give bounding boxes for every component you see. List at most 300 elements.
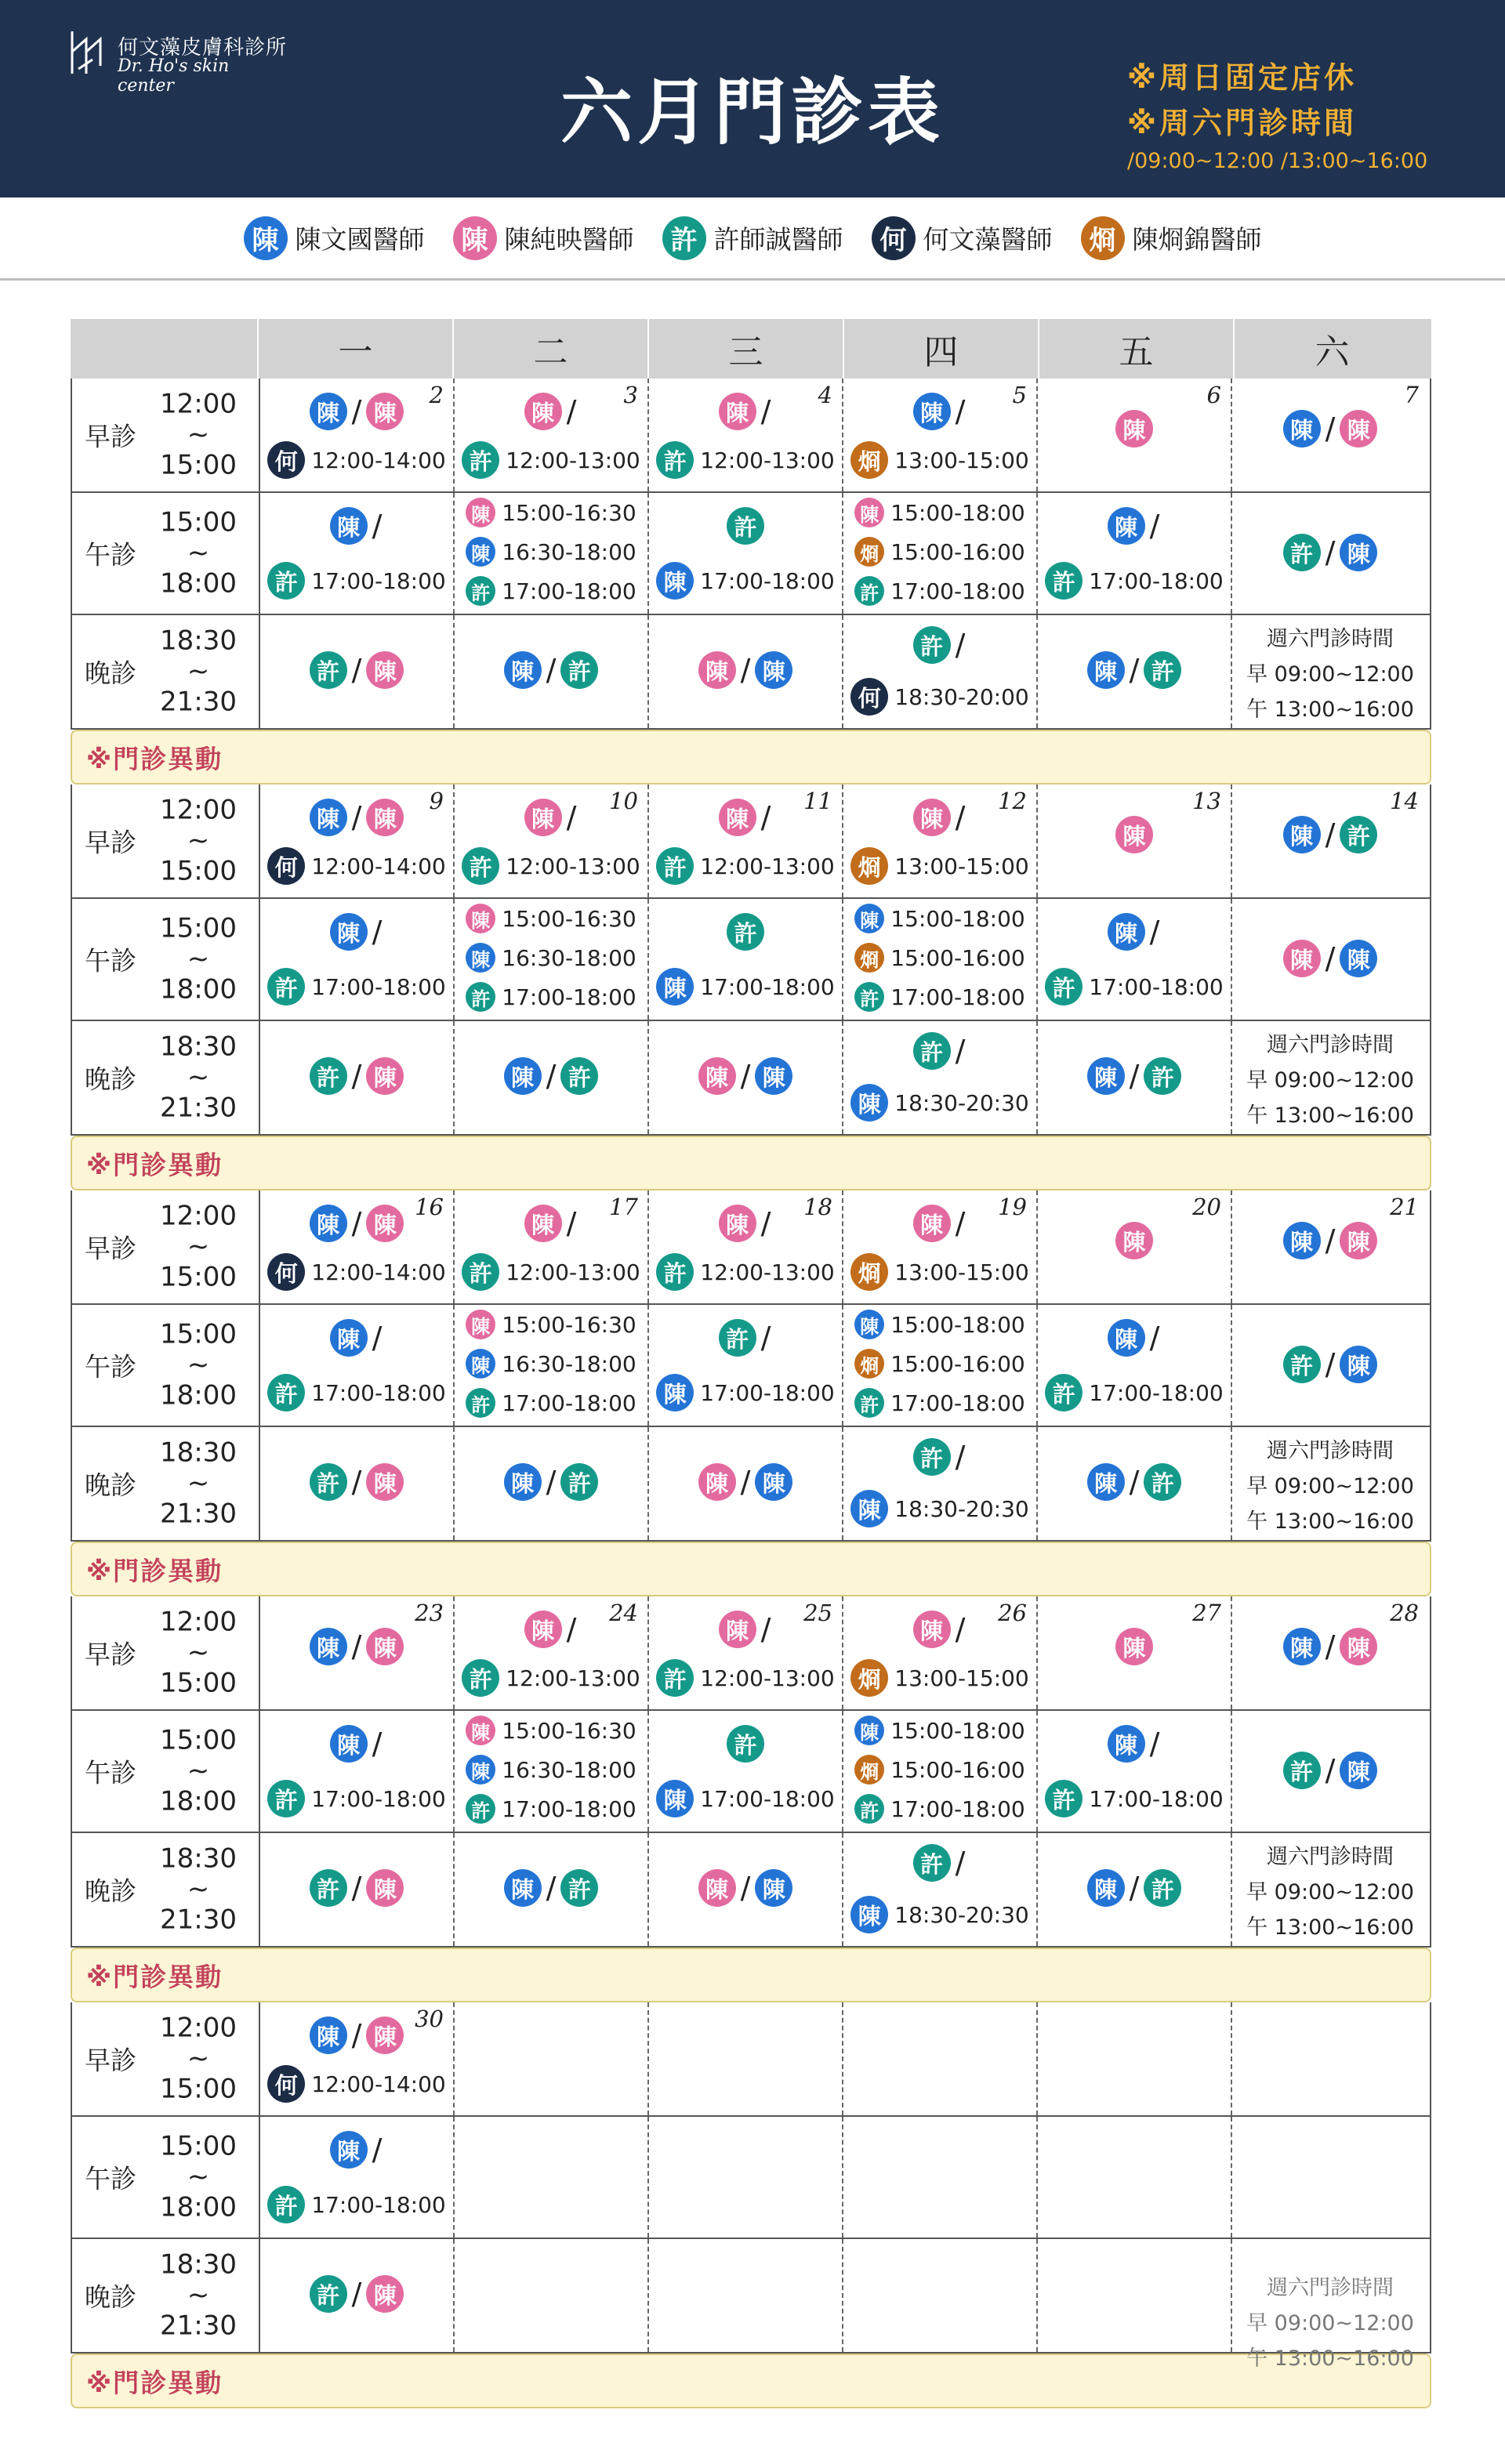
- slot-time: 18:30 ~ 21:30: [160, 625, 237, 718]
- doctor-badge-icon: 陳: [1283, 1628, 1321, 1665]
- schedule-cell: [843, 1190, 1038, 1303]
- page-title: 六月門診表: [560, 71, 945, 154]
- doctor-badge-icon: 陳: [466, 1716, 495, 1745]
- slash: /: [760, 1321, 771, 1355]
- day-number: 27: [1192, 1600, 1221, 1626]
- doctor-badge-icon: 何: [267, 847, 305, 885]
- doctor-badge-icon: 許: [1283, 1346, 1321, 1383]
- doctor-badge-icon: 烱: [850, 847, 888, 885]
- legend-item: [872, 216, 1053, 260]
- doctor-badge-icon: 陳: [504, 1463, 542, 1501]
- doctor-badge-icon: 陳: [366, 1869, 404, 1907]
- saturday-hours-note: 週六門診時間 早 09:00~12:00 午 13:00~16:00: [1246, 627, 1414, 722]
- schedule-cell: [649, 1190, 843, 1303]
- schedule-cell: [1038, 1833, 1232, 1946]
- doctor-badge-icon: 許: [462, 441, 499, 479]
- schedule-cell: [1232, 615, 1428, 728]
- doctor-badge-icon: 許: [719, 1319, 756, 1357]
- slash: /: [1129, 653, 1140, 687]
- weekday-fri: 五: [1039, 319, 1235, 379]
- doctor-badge-icon: 陳: [755, 1463, 792, 1501]
- time-text: 17:00-18:00: [700, 1785, 835, 1812]
- legend-doctor-name: 許師誠醫師: [713, 224, 843, 255]
- slot-label: [72, 899, 260, 1020]
- doctor-badge-icon: 何: [872, 216, 916, 260]
- slash: /: [740, 1871, 751, 1905]
- doctor-badge-icon: 烱: [850, 1659, 888, 1697]
- schedule-cell: [260, 899, 455, 1020]
- legend-item: [244, 216, 425, 260]
- slot-time: 18:30 ~ 21:30: [160, 1437, 237, 1530]
- slot-time: 12:00 ~ 15:00: [160, 1200, 237, 1293]
- slot-time: 15:00 ~ 18:00: [160, 2130, 237, 2223]
- schedule-cell: [260, 615, 455, 728]
- schedule-line: [649, 1057, 842, 1095]
- schedule-line: [1038, 1780, 1231, 1817]
- doctor-badge-icon: 許: [1045, 562, 1083, 600]
- doctor-badge-icon: 許: [656, 441, 694, 479]
- doctor-badge-icon: 何: [267, 441, 305, 479]
- schedule-cell: [843, 2239, 1038, 2352]
- schedule-cell: [1232, 1190, 1428, 1303]
- slash: /: [546, 1465, 557, 1499]
- doctor-badge-icon: 陳: [656, 562, 694, 600]
- slot-name: 午診: [85, 2163, 136, 2194]
- schedule-line: [1038, 1374, 1231, 1411]
- doctor-badge-icon: 陳: [1115, 1628, 1153, 1665]
- schedule-line: [260, 562, 453, 600]
- doctor-badge-icon: 烱: [854, 537, 884, 567]
- slot-row: [71, 1711, 1431, 1833]
- schedule-cell: [1038, 1596, 1232, 1709]
- schedule-line: [455, 1611, 647, 1648]
- time-text: 15:00-18:00: [890, 1311, 1025, 1338]
- time-text: 15:00-16:00: [890, 944, 1025, 971]
- schedule-line: [843, 441, 1036, 479]
- slot-row: [71, 784, 1431, 899]
- schedule-cell: [843, 379, 1038, 491]
- schedule-line: [455, 1869, 647, 1907]
- schedule-cell: [1038, 493, 1232, 614]
- schedule-cell: [649, 1305, 843, 1426]
- schedule-line: [260, 441, 453, 479]
- time-text: 12:00-14:00: [311, 2071, 446, 2097]
- schedule-line: [455, 1253, 647, 1291]
- doctor-badge-icon: 陳: [244, 216, 288, 260]
- schedule-cell: [649, 2002, 843, 2115]
- doctor-badge-icon: 陳: [466, 537, 495, 567]
- doctor-badge-icon: 陳: [466, 1755, 495, 1785]
- doctor-badge-icon: 陳: [719, 799, 756, 836]
- doctor-badge-icon: 陳: [310, 799, 347, 836]
- day-number: 10: [609, 788, 638, 814]
- doctor-badge-icon: 陳: [1087, 1869, 1125, 1907]
- schedule-line: [843, 1611, 1036, 1648]
- schedule-line: [1038, 562, 1231, 600]
- schedule-line: [260, 1780, 453, 1817]
- slash: /: [1325, 1223, 1336, 1258]
- schedule-line: [260, 913, 453, 951]
- weeks-container: [71, 379, 1431, 2408]
- slash: /: [955, 394, 966, 429]
- week-block: [71, 784, 1431, 1190]
- doctor-badge-icon: 陳: [366, 799, 404, 836]
- doctor-badge-icon: 許: [1045, 1374, 1083, 1411]
- schedule-line: [843, 1205, 1036, 1242]
- doctor-badge-icon: 陳: [1115, 816, 1153, 853]
- schedule-line: [455, 1716, 647, 1745]
- day-number: 7: [1404, 382, 1419, 408]
- slot-label: [72, 493, 260, 614]
- time-text: 17:00-18:00: [311, 973, 446, 1000]
- slash: /: [740, 1465, 751, 1499]
- slot-name: 午診: [85, 1757, 136, 1788]
- time-text: 15:00-18:00: [890, 905, 1025, 932]
- time-text: 12:00-13:00: [506, 1665, 640, 1691]
- day-number: 5: [1012, 382, 1027, 408]
- slash: /: [955, 800, 966, 835]
- time-text: 17:00-18:00: [700, 567, 835, 594]
- schedule-cell: [1232, 784, 1428, 897]
- slot-row: [71, 1596, 1431, 1711]
- schedule-cell: [1232, 1305, 1428, 1426]
- schedule-line: [843, 1490, 1036, 1527]
- note-saturday-times: /09:00~12:00 /13:00~16:00: [1127, 149, 1428, 173]
- slot-label: [72, 1305, 260, 1426]
- doctor-badge-icon: 陳: [1283, 410, 1321, 448]
- day-number: 3: [623, 382, 638, 408]
- saturday-hours-note: 週六門診時間 早 09:00~12:00 午 13:00~16:00: [1246, 2276, 1414, 2371]
- doctor-badge-icon: 烱: [850, 1253, 888, 1291]
- schedule-cell: [1038, 379, 1232, 491]
- time-text: 12:00-13:00: [700, 853, 835, 879]
- schedule-line: [455, 847, 647, 885]
- schedule-cell: [260, 2117, 455, 2238]
- legend-doctor-name: 陳烱錦醫師: [1132, 224, 1262, 255]
- day-number: 6: [1206, 382, 1221, 408]
- slot-label: [72, 2239, 260, 2352]
- schedule-cell: [649, 379, 843, 491]
- time-text: 16:30-18:00: [502, 1350, 636, 1377]
- doctor-badge-icon: 許: [656, 1659, 694, 1697]
- slot-label: [72, 784, 260, 897]
- doctor-badge-icon: 陳: [504, 1869, 542, 1907]
- doctor-badge-icon: 烱: [850, 441, 888, 479]
- time-text: 17:00-18:00: [311, 2191, 446, 2218]
- schedule-line: [843, 678, 1036, 716]
- schedule-line: [260, 1057, 453, 1095]
- schedule-line: [843, 537, 1036, 567]
- time-text: 17:00-18:00: [502, 984, 636, 1010]
- slot-name: 晚診: [85, 658, 136, 689]
- slot-label: [72, 1021, 260, 1134]
- doctor-badge-icon: 陳: [466, 498, 495, 527]
- doctor-legend: [0, 197, 1505, 281]
- weekday-header-row: [71, 319, 1431, 379]
- slot-label: [72, 1596, 260, 1709]
- slash: /: [955, 1612, 966, 1647]
- schedule-cell: [1038, 2117, 1232, 2238]
- schedule-cell: [1232, 379, 1428, 491]
- schedule-line: [1038, 913, 1231, 951]
- schedule-cell: [843, 493, 1038, 614]
- doctor-badge-icon: 許: [267, 1780, 305, 1817]
- doctor-badge-icon: 許: [656, 1253, 694, 1291]
- doctor-badge-icon: 陳: [913, 1205, 951, 1242]
- schedule-change-notice: ※門診異動: [71, 1136, 1431, 1190]
- schedule-line: [260, 1253, 453, 1291]
- schedule-line: [649, 393, 842, 430]
- doctor-badge-icon: 許: [854, 1388, 884, 1418]
- schedule-line: [843, 576, 1036, 606]
- doctor-badge-icon: 許: [560, 1057, 598, 1095]
- slot-name: 早診: [85, 1233, 136, 1264]
- slot-label: [72, 1190, 260, 1303]
- doctor-badge-icon: 陳: [466, 943, 495, 973]
- slot-row: [71, 899, 1431, 1021]
- doctor-badge-icon: 何: [267, 2065, 305, 2103]
- doctor-badge-icon: 陳: [698, 651, 736, 689]
- schedule-line: [1232, 410, 1428, 448]
- doctor-badge-icon: 陳: [850, 1084, 888, 1121]
- doctor-badge-icon: 許: [1045, 968, 1083, 1006]
- schedule-line: [843, 1388, 1036, 1418]
- schedule-line: [649, 799, 842, 836]
- time-text: 12:00-13:00: [506, 853, 640, 879]
- schedule-line: [260, 651, 453, 689]
- schedule-line: [260, 2275, 453, 2313]
- slash: /: [955, 1846, 966, 1880]
- schedule-cell: [1038, 1711, 1232, 1832]
- day-number: 24: [609, 1600, 638, 1626]
- schedule-line: [1232, 1628, 1428, 1665]
- slash: /: [546, 1871, 557, 1905]
- schedule-line: [843, 1438, 1036, 1476]
- clinic-name-zh: 何文藻皮膚科診所: [118, 36, 288, 60]
- time-text: 17:00-18:00: [1089, 1379, 1224, 1406]
- doctor-badge-icon: 陳: [504, 651, 542, 689]
- slash: /: [955, 628, 966, 662]
- slot-label: [72, 2117, 260, 2238]
- doctor-badge-icon: 許: [662, 216, 706, 260]
- schedule-cell: [649, 2239, 843, 2352]
- doctor-badge-icon: 許: [727, 507, 764, 545]
- doctor-badge-icon: 陳: [755, 1057, 792, 1095]
- slash: /: [351, 1059, 362, 1093]
- slash: /: [760, 394, 771, 429]
- slot-row: [71, 2239, 1431, 2371]
- time-text: 17:00-18:00: [890, 1390, 1025, 1416]
- slot-time: 18:30 ~ 21:30: [160, 1031, 237, 1124]
- schedule-line: [1038, 1057, 1231, 1095]
- slot-name: 早診: [85, 421, 136, 452]
- slot-label: [72, 1833, 260, 1946]
- doctor-badge-icon: 陳: [466, 904, 495, 933]
- slash: /: [1325, 1347, 1336, 1382]
- slash: /: [351, 1465, 362, 1499]
- slot-row: [71, 379, 1431, 493]
- schedule-line: [843, 1794, 1036, 1824]
- doctor-badge-icon: 陳: [1340, 1752, 1377, 1789]
- doctor-badge-icon: 陳: [330, 2131, 368, 2169]
- schedule-line: [1232, 1346, 1428, 1383]
- schedule-line: [1038, 1725, 1231, 1763]
- time-text: 12:00-13:00: [506, 1259, 640, 1285]
- doctor-badge-icon: 陳: [466, 1349, 495, 1379]
- slot-time: 12:00 ~ 15:00: [160, 388, 237, 481]
- schedule-line: [649, 913, 842, 951]
- slash: /: [1149, 509, 1160, 543]
- time-text: 17:00-18:00: [502, 578, 636, 604]
- schedule-line: [1038, 1628, 1231, 1665]
- schedule-line: [843, 1844, 1036, 1882]
- slash: /: [1129, 1871, 1140, 1905]
- week-block: [71, 1190, 1431, 1596]
- schedule-change-notice: ※門診異動: [71, 2353, 1431, 2408]
- schedule-line: [649, 1780, 842, 1817]
- doctor-badge-icon: 許: [854, 982, 884, 1012]
- day-number: 19: [998, 1194, 1027, 1220]
- schedule-cell: [1038, 1427, 1232, 1540]
- time-text: 15:00-16:30: [502, 499, 636, 526]
- slash: /: [566, 394, 577, 429]
- doctor-badge-icon: 許: [462, 847, 499, 885]
- time-text: 16:30-18:00: [502, 1756, 636, 1783]
- schedule-cell: [455, 2117, 649, 2238]
- time-text: 17:00-18:00: [1089, 567, 1224, 594]
- saturday-hours-note: 週六門診時間 早 09:00~12:00 午 13:00~16:00: [1246, 1845, 1414, 1940]
- schedule-line: [649, 1463, 842, 1501]
- doctor-badge-icon: 陳: [330, 1319, 368, 1357]
- slash: /: [351, 2018, 362, 2053]
- schedule-line: [1232, 1222, 1428, 1259]
- doctor-badge-icon: 陳: [1087, 1057, 1125, 1095]
- time-text: 12:00-13:00: [700, 1259, 835, 1285]
- doctor-badge-icon: 許: [560, 651, 598, 689]
- slot-time: 15:00 ~ 18:00: [160, 912, 237, 1006]
- doctor-badge-icon: 陳: [1340, 410, 1377, 448]
- schedule-cell: [455, 1190, 649, 1303]
- schedule-cell: [649, 493, 843, 614]
- doctor-badge-icon: 許: [462, 1253, 499, 1291]
- slot-time: 12:00 ~ 15:00: [160, 2012, 237, 2105]
- slot-label: [72, 1711, 260, 1832]
- schedule-change-notice: ※門診異動: [71, 1542, 1431, 1596]
- schedule-cell: [260, 379, 455, 491]
- schedule-line: [455, 904, 647, 933]
- doctor-badge-icon: 何: [267, 1253, 305, 1291]
- schedule-cell: [1038, 784, 1232, 897]
- day-number: 13: [1192, 788, 1221, 814]
- doctor-badge-icon: 烱: [854, 1755, 884, 1785]
- doctor-badge-icon: 陳: [719, 393, 756, 430]
- schedule-line: [649, 507, 842, 545]
- note-sunday-closed: ※周日固定店休: [1127, 60, 1357, 95]
- schedule-cell: [260, 784, 455, 897]
- time-text: 17:00-18:00: [1089, 973, 1224, 1000]
- doctor-badge-icon: 許: [560, 1463, 598, 1501]
- schedule-cell: [649, 2117, 843, 2238]
- schedule-cell: [649, 1596, 843, 1709]
- schedule-cell: [455, 1833, 649, 1946]
- legend-doctor-name: 何文藻醫師: [923, 224, 1053, 255]
- doctor-badge-icon: 許: [1340, 816, 1377, 853]
- schedule-line: [649, 968, 842, 1006]
- schedule-line: [260, 1725, 453, 1763]
- schedule-cell: [1038, 1190, 1232, 1303]
- slash: /: [566, 1612, 577, 1647]
- schedule-grid: [71, 319, 1431, 2408]
- doctor-badge-icon: 陳: [1108, 507, 1145, 545]
- schedule-line: [455, 537, 647, 567]
- schedule-line: [455, 1794, 647, 1824]
- slash: /: [740, 1059, 751, 1093]
- slot-row: [71, 1305, 1431, 1427]
- schedule-line: [1232, 940, 1428, 977]
- slash: /: [760, 1206, 771, 1241]
- slash: /: [372, 2132, 383, 2167]
- schedule-line: [649, 1659, 842, 1697]
- doctor-badge-icon: 陳: [310, 2016, 347, 2054]
- schedule-cell: [843, 615, 1038, 728]
- time-text: 13:00-15:00: [894, 447, 1029, 473]
- time-text: 18:30-20:00: [894, 683, 1029, 710]
- time-text: 12:00-13:00: [700, 447, 835, 473]
- schedule-cell: [455, 615, 649, 728]
- time-text: 16:30-18:00: [502, 944, 636, 971]
- time-text: 12:00-14:00: [311, 1259, 446, 1285]
- schedule-cell: [455, 1596, 649, 1709]
- day-number: 9: [429, 788, 444, 814]
- schedule-line: [260, 847, 453, 885]
- slot-time: 18:30 ~ 21:30: [160, 1843, 237, 1936]
- legend-doctor-name: 陳純映醫師: [504, 224, 634, 255]
- schedule-cell: [455, 493, 649, 614]
- schedule-line: [649, 847, 842, 885]
- schedule-cell: [649, 1833, 843, 1946]
- time-text: 17:00-18:00: [502, 1390, 636, 1416]
- slash: /: [372, 1321, 383, 1355]
- schedule-cell: [260, 1305, 455, 1426]
- schedule-line: [260, 968, 453, 1006]
- schedule-cell: [260, 1427, 455, 1540]
- schedule-cell: [1038, 2002, 1232, 2115]
- doctor-badge-icon: 陳: [698, 1463, 736, 1501]
- schedule-line: [455, 799, 647, 836]
- schedule-line: [843, 393, 1036, 430]
- doctor-badge-icon: 陳: [755, 651, 792, 689]
- legend-item: [453, 216, 634, 260]
- time-text: 16:30-18:00: [502, 538, 636, 565]
- schedule-line: [1038, 1869, 1231, 1907]
- slash: /: [546, 1059, 557, 1093]
- doctor-badge-icon: 陳: [850, 1896, 888, 1933]
- doctor-badge-icon: 許: [462, 1659, 499, 1697]
- time-text: 18:30-20:30: [894, 1089, 1029, 1116]
- schedule-cell: [455, 1711, 649, 1832]
- schedule-line: [649, 1869, 842, 1907]
- time-text: 15:00-16:30: [502, 1717, 636, 1744]
- slot-label: [72, 615, 260, 728]
- doctor-badge-icon: 許: [913, 626, 951, 664]
- schedule-line: [1038, 651, 1231, 689]
- doctor-badge-icon: 陳: [466, 1310, 495, 1339]
- doctor-badge-icon: 陳: [330, 1725, 368, 1763]
- time-text: 18:30-20:30: [894, 1901, 1029, 1928]
- slot-row: [71, 1190, 1431, 1305]
- doctor-badge-icon: 陳: [913, 799, 951, 836]
- day-number: 25: [803, 1600, 832, 1626]
